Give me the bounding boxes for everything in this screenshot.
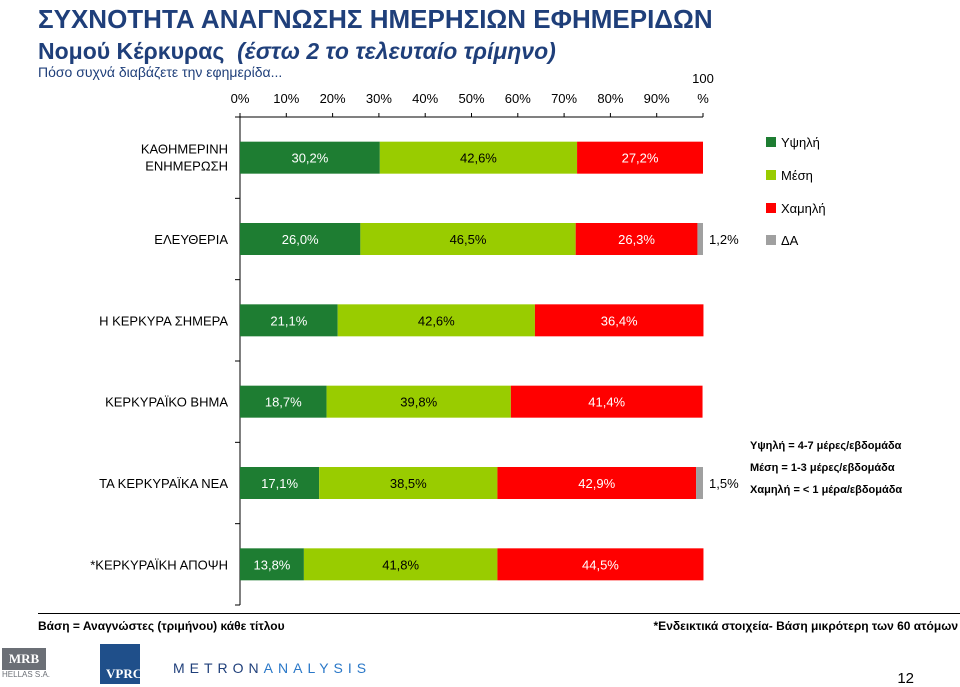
- subtitle-note: (έστω 2 το τελευταίο τρίμηνο): [237, 38, 556, 64]
- frequency-definitions: [750, 435, 960, 501]
- data-label: 17,1%: [261, 476, 299, 491]
- data-label: 1,5%: [709, 476, 739, 491]
- question-text: Πόσο συχνά διαβάζετε την εφημερίδα...: [38, 64, 283, 80]
- data-label: 38,5%: [389, 476, 427, 491]
- category-label: ΤΑ ΚΕΡΚΥΡΑΪΚΑ ΝΕΑ: [99, 476, 228, 491]
- note-low: Χαμηλή = < 1 μέρα/εβδομάδα: [750, 484, 903, 496]
- data-label: 42,9%: [578, 476, 616, 491]
- data-label: 36,4%: [600, 313, 638, 329]
- footer-divider: [38, 613, 960, 614]
- footer-indicative-note: *Ενδεικτικά στοιχεία- Βάση μικρότερη των 60 ατόμων: [653, 619, 958, 633]
- category-label: Η ΚΕΡΚΥΡΑ ΣΗΜΕΡΑ: [99, 313, 228, 329]
- metron-logo-part-b: ANALYSIS: [263, 660, 372, 676]
- mrb-logo-text: MRB: [2, 648, 46, 670]
- category-label: *ΚΕΡΚΥΡΑΪΚΗ ΑΠΟΨΗ: [90, 557, 228, 573]
- bar-segment: [697, 223, 703, 255]
- x-tick-label: 0%: [230, 91, 250, 106]
- category-label-line1: ΚΑΘΗΜΕΡΙΝΗ: [140, 141, 228, 157]
- vprc-logo: [100, 644, 143, 684]
- x-tick-label: 70%: [551, 91, 578, 106]
- x-tick-label: 60%: [504, 91, 531, 106]
- x-tick-label: 40%: [412, 91, 439, 106]
- page-title: ΣΥΧΝΟΤΗΤΑ ΑΝΑΓΝΩΣΗΣ ΗΜΕΡΗΣΙΩΝ ΕΦΗΜΕΡΙΔΩΝ: [38, 4, 713, 34]
- legend-label: Μέση: [781, 168, 813, 183]
- legend-swatch: [766, 203, 776, 213]
- x-tick-label: 80%: [597, 91, 624, 106]
- x-tick-label-line1: 100: [692, 71, 714, 86]
- category-label: ΕΛΕΥΘΕΡΙΑ: [154, 232, 228, 247]
- legend-swatch: [766, 170, 776, 180]
- data-label: 21,1%: [270, 313, 308, 329]
- metron-analysis-logo: [173, 660, 371, 676]
- note-medium: Μέση = 1-3 μέρες/εβδομάδα: [750, 462, 895, 474]
- legend-label: Υψηλή: [781, 135, 820, 150]
- x-tick-label: 50%: [458, 91, 485, 106]
- data-label: 42,6%: [417, 313, 455, 329]
- x-tick-label-line2: %: [697, 91, 709, 106]
- vprc-logo-text: VPRC: [106, 666, 143, 681]
- data-label: 44,5%: [582, 557, 619, 573]
- bar-segment: [696, 467, 703, 499]
- data-label: 41,4%: [588, 394, 626, 410]
- legend-swatch: [766, 235, 776, 245]
- footer-base-note: Βάση = Αναγνώστες (τριμήνου) κάθε τίτλου: [38, 619, 285, 633]
- category-label: ΚΕΡΚΥΡΑΪΚΟ ΒΗΜΑ: [105, 394, 228, 410]
- data-label: 27,2%: [621, 150, 659, 166]
- data-label: 18,7%: [264, 394, 302, 410]
- data-label: 1,2%: [709, 232, 739, 247]
- legend-label: Χαμηλή: [781, 201, 826, 216]
- x-tick-label: 30%: [365, 91, 392, 106]
- subtitle-main: Νομού Κέρκυρας: [38, 38, 225, 64]
- x-tick-label: 10%: [273, 91, 300, 106]
- mrb-logo: [2, 648, 51, 682]
- note-high: Υψηλή = 4-7 μέρες/εβδομάδα: [750, 440, 902, 452]
- x-tick-label: 90%: [643, 91, 670, 106]
- data-label: 42,6%: [460, 150, 497, 166]
- category-label-line2: ΕΝΗΜΕΡΩΣΗ: [145, 158, 228, 174]
- data-label: 26,3%: [618, 232, 655, 247]
- data-label: 26,0%: [281, 232, 319, 247]
- data-label: 39,8%: [400, 394, 438, 410]
- x-tick-label: 20%: [319, 91, 346, 106]
- page-number: 12: [897, 670, 914, 687]
- mrb-logo-sub: HELLAS S.A.: [2, 670, 51, 679]
- metron-logo-part-a: METRON: [173, 660, 264, 676]
- data-label: 46,5%: [449, 232, 487, 247]
- legend-swatch: [766, 137, 776, 147]
- data-label: 13,8%: [253, 557, 291, 573]
- data-label: 30,2%: [291, 150, 329, 166]
- data-label: 41,8%: [382, 557, 420, 573]
- legend-label: ΔΑ: [781, 233, 799, 248]
